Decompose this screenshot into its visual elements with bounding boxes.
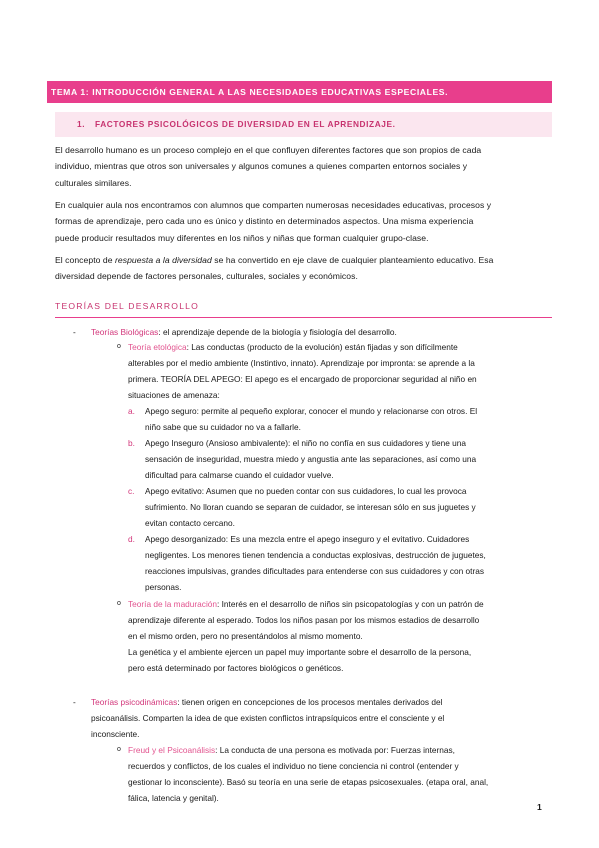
- letter-marker: d.: [128, 534, 135, 544]
- intro-paragraph-3: [55, 252, 552, 285]
- text-line: Apego evitativo: Asumen que no pueden contar con sus cuidadores, lo cual les provoca: [145, 486, 467, 496]
- circle-bullet: o: [117, 343, 121, 350]
- text-line: fálica, latencia y genital).: [128, 793, 219, 803]
- term-label: Freud y el Psicoanálisis: [128, 745, 216, 755]
- circle-bullet: o: [117, 746, 121, 753]
- letter-marker: b.: [128, 438, 135, 448]
- text-line: Apego Inseguro (Ansioso ambivalente): el niño no confía en sus cuidadores y tiene una: [145, 438, 467, 448]
- text-span: El concepto de: [55, 255, 115, 265]
- term-text: : La conducta de una persona es motivada por: Fuerzas internas,: [215, 745, 455, 755]
- text-line: sufrimiento. No lloran cuando se separan de cuidador, se interesan sólo en sus juguetes y: [145, 502, 476, 512]
- text-line: dificultad para calmarse cuando el cuidador vuelve.: [145, 470, 334, 480]
- letter-marker: c.: [128, 486, 135, 496]
- text-line: psicoanálisis. Comparten la idea de que existen conflictos intrapsíquicos entre el consciente y el: [91, 713, 445, 723]
- term-text: : el aprendizaje depende de la biología y fisiología del desarrollo.: [158, 327, 397, 337]
- list-item-maduracion: [128, 597, 484, 613]
- text-line: culturales similares.: [55, 177, 132, 188]
- text-line: Apego desorganizado: Es una mezcla entre el apego inseguro y el evitativo. Cuidadores: [145, 534, 470, 544]
- text-line: evitan contacto cercano.: [145, 518, 235, 528]
- text-line: primera. TEORÍA DEL APEGO: El apego es el encargado de proporcionar seguridad al niño en: [128, 374, 477, 384]
- term-text: : tienen origen en concepciones de los procesos mentales derivados del: [177, 697, 443, 707]
- text-line: Apego seguro: permite al pequeño explorar, conocer el mundo y relacionarse con otros. El: [145, 406, 478, 416]
- text-line: individuo, mientras que otros son universales y algunos comunes a quienes comparten entornos sociales y: [55, 161, 468, 172]
- intro-paragraph-2: [55, 197, 552, 246]
- text-line: alterables por el medio ambiente (Instintivo, innato). Aprendizaje por impronta: se aprende a la: [128, 358, 475, 368]
- text-line: El desarrollo humano es un proceso complejo en el que confluyen diferentes factores que son propios de cada: [55, 145, 482, 155]
- term-label: Teoría de la maduración: [128, 599, 218, 609]
- text-line: negligentes. Los menores tienen tendencia a conductas explosivas, destrucción de juguetes,: [145, 550, 486, 560]
- text-line: puede producir resultados muy diferentes en los niños y niñas que forman cualquier grupo-clase.: [55, 232, 429, 243]
- text-line: [55, 252, 552, 268]
- text-line: diversidad depende de factores personales, culturales, sociales y económicos.: [55, 271, 358, 282]
- term-label: Teorías psicodinámicas: [91, 697, 178, 707]
- subtitle-number: 1.: [77, 119, 86, 129]
- letter-marker: a.: [128, 406, 135, 416]
- text-line: aprendizaje diferente al esperado. Todos los niños pasan por los mismos estadios de desarrollo: [128, 615, 480, 625]
- term-label: Teorías Biológicas: [91, 327, 159, 337]
- chapter-title: TEMA 1: INTRODUCCIÓN GENERAL A LAS NECESIDADES EDUCATIVAS ESPECIALES.: [47, 81, 552, 103]
- text-line: inconsciente.: [91, 729, 140, 739]
- text-line: sensación de inseguridad, muestra miedo y angustia ante las separaciones, así como una: [145, 454, 477, 464]
- subtitle-text: FACTORES PSICOLÓGICOS DE DIVERSIDAD EN EL APRENDIZAJE.: [95, 119, 396, 129]
- term-label: Teoría etológica: [128, 342, 187, 352]
- text-line: niño sabe que su cuidador no va a fallarle.: [145, 422, 301, 432]
- intro-paragraph-1: [55, 142, 552, 191]
- circle-bullet: o: [117, 600, 121, 607]
- term-text: : Las conductas (producto de la evolución) están fijadas y son difícilmente: [186, 342, 458, 352]
- section-heading: TEORÍAS DEL DESARROLLO: [55, 301, 200, 311]
- text-line: gestionar lo inconsciente). Basó su teoría en una serie de etapas psicosexuales. (etapa oral, anal,: [128, 777, 489, 787]
- page-number: 1: [537, 802, 542, 812]
- italic-term: respuesta a la diversidad: [115, 255, 212, 265]
- list-item-etologica: [128, 340, 458, 356]
- text-line: La genética y el ambiente ejercen un papel muy importante sobre el desarrollo de la persona,: [128, 647, 472, 657]
- list-item-psicodinamicas: [91, 695, 442, 711]
- list-item-biologicas: [91, 325, 397, 341]
- text-line: recuerdos y conflictos, de los cuales el individuo no tiene conciencia ni control (entender y: [128, 761, 459, 771]
- text-line: reacciones impulsivas, grandes dificultades para entenderse con sus cuidadores y con otras: [145, 566, 484, 576]
- text-line: En cualquier aula nos encontramos con alumnos que comparten numerosas necesidades educativas, procesos y: [55, 200, 492, 210]
- dash-bullet: -: [73, 697, 76, 707]
- text-span: se ha convertido en eje clave de cualquier planteamiento educativo. Esa: [211, 255, 494, 265]
- list-item-freud: [128, 743, 455, 759]
- section-subtitle: [55, 112, 552, 137]
- text-line: pero está determinado por factores biológicos o genéticos.: [128, 663, 344, 673]
- text-line: en el mismo orden, pero no presentándolos al mismo momento.: [128, 631, 363, 641]
- section-divider: [55, 317, 552, 318]
- text-line: formas de aprendizaje, pero cada uno es único y distinto en determinados aspectos. Una misma experiencia: [55, 216, 474, 227]
- text-line: situaciones de amenaza:: [128, 390, 220, 400]
- dash-bullet: -: [73, 327, 76, 337]
- term-text: : Interés en el desarrollo de niños sin psicopatologías y con un patrón de: [217, 599, 484, 609]
- text-line: personas.: [145, 582, 182, 592]
